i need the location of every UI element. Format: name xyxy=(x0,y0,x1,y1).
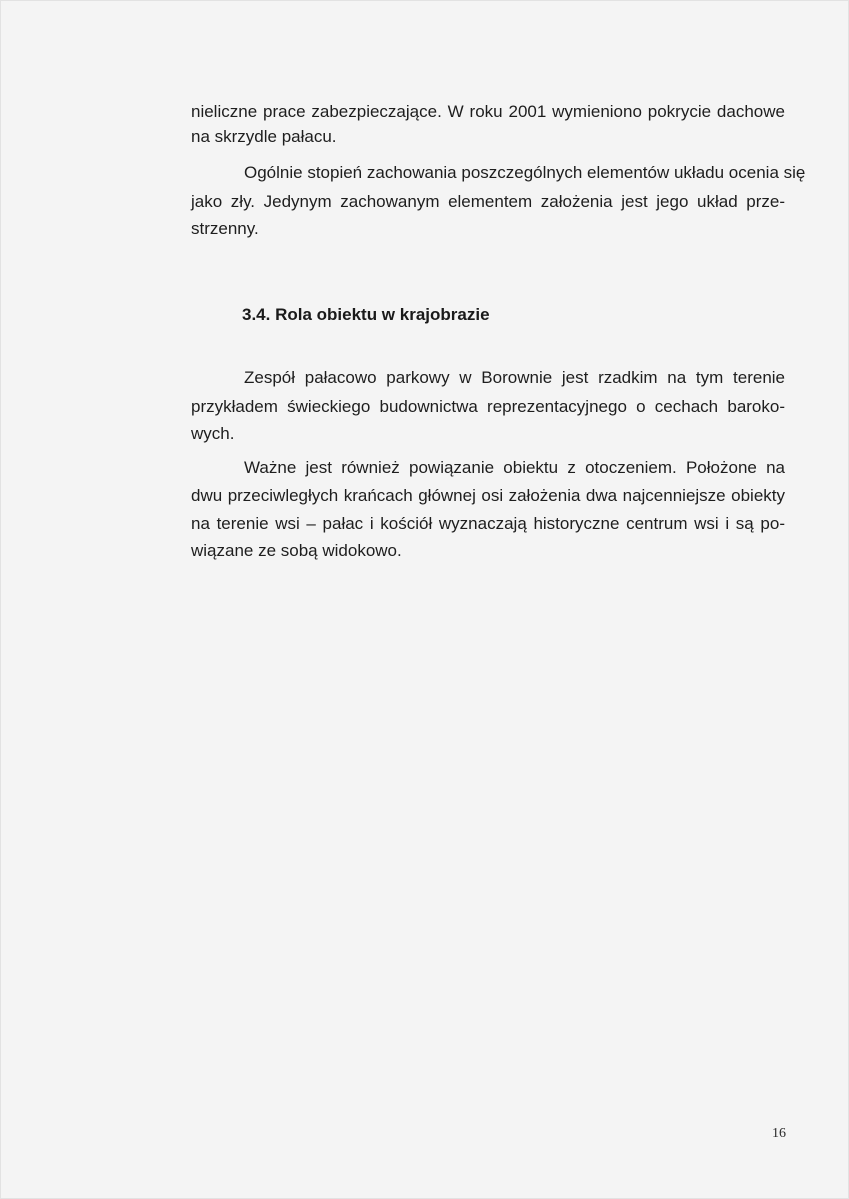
paragraph-4-line-3: na terenie wsi – pałac i kościół wyznaczają historyczne centrum wsi i są po- xyxy=(191,514,785,533)
page-number: 16 xyxy=(772,1126,786,1141)
paragraph-1-line-2: na skrzydle pałacu. xyxy=(191,127,337,146)
paragraph-3-line-2: przykładem świeckiego budownictwa reprezentacyjnego o cechach baroko- xyxy=(191,397,785,416)
paragraph-1-line-1: nieliczne prace zabezpieczające. W roku 2001 wymieniono pokrycie dachowe xyxy=(191,102,785,121)
paragraph-4-line-2: dwu przeciwległych krańcach głównej osi założenia dwa najcenniejsze obiekty xyxy=(191,486,785,505)
paragraph-4-line-4: wiązane ze sobą widokowo. xyxy=(191,541,402,560)
section-heading: 3.4. Rola obiektu w krajobrazie xyxy=(242,305,490,324)
paragraph-2-line-2: jako zły. Jedynym zachowanym elementem założenia jest jego układ prze- xyxy=(191,192,785,211)
paragraph-2-line-3: strzenny. xyxy=(191,219,259,238)
paragraph-3-line-1: Zespół pałacowo parkowy w Borownie jest rzadkim na tym terenie xyxy=(244,368,785,387)
paragraph-3-line-3: wych. xyxy=(191,424,235,443)
paragraph-4-line-1: Ważne jest również powiązanie obiektu z otoczeniem. Położone na xyxy=(244,458,785,477)
paragraph-2-line-1: Ogólnie stopień zachowania poszczególnych elementów układu ocenia się xyxy=(244,163,806,182)
